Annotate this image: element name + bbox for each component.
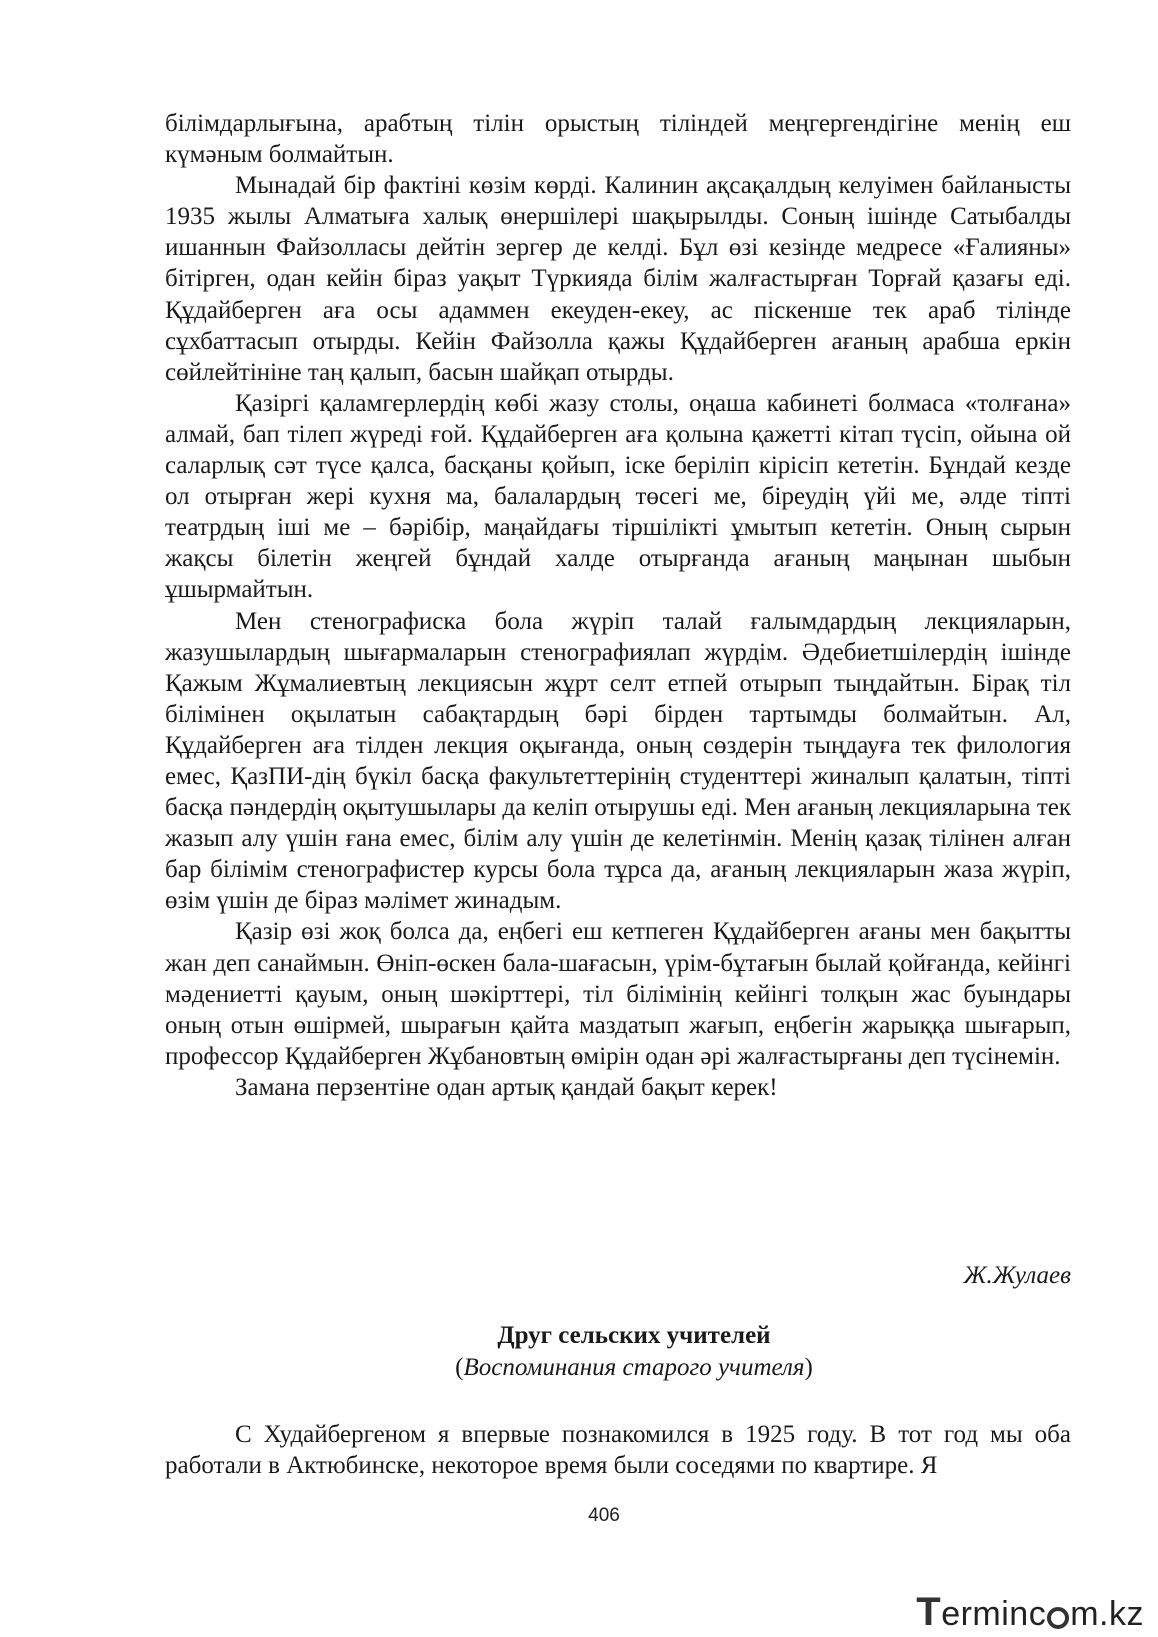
watermark-letter-t: T bbox=[916, 1590, 942, 1634]
paragraph: С Худайбергеном я впервые познакомился в 1925 году. В тот год мы оба работали в Актюбинске, некоторое время были соседями по квартире. Я bbox=[165, 1421, 1071, 1480]
page-number: 406 bbox=[588, 1505, 620, 1526]
paragraph: Замана перзентіне одан артық қандай бақыт керек! bbox=[235, 1073, 778, 1101]
subtitle-text: Воспоминания старого учителя bbox=[463, 1354, 805, 1381]
watermark-o-icon bbox=[1047, 1607, 1069, 1629]
subtitle-open-paren: ( bbox=[455, 1354, 464, 1381]
site-watermark bbox=[916, 1590, 1144, 1635]
paragraph: Қазіргі қаламгерлердің көбі жазу столы, оңаша кабинеті болмаса «толғана» алмай, бап тілеп жүреді ғой. Құдайберген аға қолына қажетті кітап түсіп, ойына ой саларлық сәт түсе қалса, басқаны қойып, іске беріліп кірісіп кететін. Бұндай кезде ол отырған жері кухня ма, балалардың төсегі ме, біреудің үйі ме, әлде тіпті театрдың іші ме – бәрібір, маңайдағы тіршілікті ұмытып кететін. Оның сырын жақсы білетін жеңгей бұндай халде отырғанда ағаның маңынан шыбын ұшырмайтын. bbox=[165, 389, 1071, 604]
section-subtitle bbox=[0, 1354, 1158, 1382]
paragraph: Қазір өзі жоқ болса да, еңбегі еш кетпеген Құдайберген ағаны мен бақытты жан деп санаймын. Өніп-өскен бала-шағасын, үрім-бұтағын былай қойғанда, кейінгі мәдениетті қауым, оның шәкірттері, тіл білімінің кейінгі толқын жас буындары оның отын өшірмей, шырағын қайта маздатып жағып, еңбегін жарыққа шығарып, профессор Құдайберген Жұбановтың өмірін одан әрі жалғастырғаны деп түсінемін. bbox=[165, 918, 1071, 1070]
subtitle-close-paren: ) bbox=[804, 1354, 813, 1381]
watermark-text-2: m.kz bbox=[1070, 1595, 1144, 1633]
watermark-text-1: erminc bbox=[941, 1595, 1047, 1633]
paragraph: білімдарлығына, арабтың тілін орыстың тіліндей меңгергендігіне менің еш күмәным болмайтын. bbox=[165, 110, 1071, 169]
author-signature: Ж.Жулаев bbox=[963, 1262, 1071, 1289]
paragraph: Мен стенографиска бола жүріп талай ғалымдардың лекцияларын, жазушылардың шығармаларын стенографиялап жүрдім. Әдебиетшілердің ішінде Қажым Жұмалиевтың лекциясын жұрт селт етпей отырып тыңдайтын. Бірақ тіл білімінен оқылатын сабақтардың бәрі бірден тартымды болмайтын. Ал, Құдайберген аға тілден лекция оқығанда, оның сөздерін тыңдауға тек филология емес, ҚазПИ-дің бүкіл басқа факультеттерінің студенттері жиналып қалатын, тіпті басқа пәндердің оқытушылары да келіп отырушы еді. Мен ағаның лекцияларына тек жазып алу үшін ғана емес, білім алу үшін де келетінмін. Менің қазақ тілінен алған бар білімім стенографистер курсы бола тұрса да, ағаның лекцияларын жаза жүріп, өзім үшін де біраз мәлімет жинадым. bbox=[165, 607, 1071, 915]
section-title: Друг сельских учителей bbox=[497, 1322, 771, 1349]
section-body bbox=[165, 1419, 1071, 1481]
paragraph: Мынадай бір фактіні көзім көрді. Калинин ақсақалдың келуімен байланысты 1935 жылы Алматыға халық өнершілері шақырылды. Соның ішінде Сатыбалды ишаннын Файзолласы дейтін зергер де келді. Бұл өзі кезінде медресе «Ғалияны» бітірген, одан кейін біраз уақыт Түркияда білім жалғастырған Торғай қазағы еді. Құдайберген аға осы адаммен екеуден-екеу, ас піскенше тек араб тілінде сұхбаттасып отырды. Кейін Файзолла қажы Құдайберген ағаның арабша еркін сөйлейтініне таң қалып, басын шайқап отырды. bbox=[165, 172, 1071, 386]
article-body bbox=[165, 108, 1071, 1103]
